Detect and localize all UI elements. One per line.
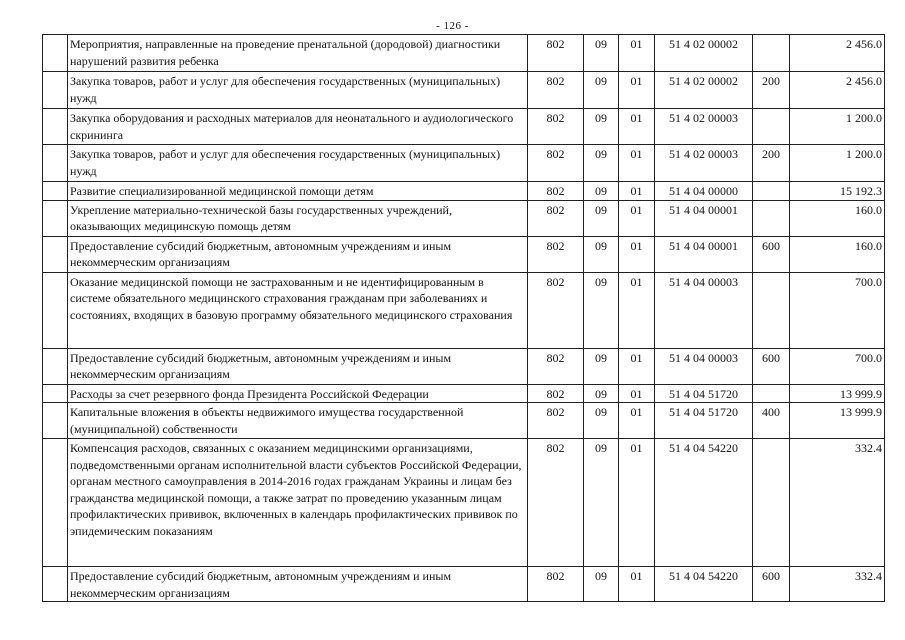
- table-row: [43, 403, 885, 439]
- row-name: Оказание медицинской помощи не застрахованным и не идентифицированным в системе обязательного медицинского страхования гражданам при заболеваниях и состояниях, входящих в базовую программу обязательного медицинского страхования: [68, 272, 528, 348]
- table-row: [43, 384, 885, 403]
- row-name: Укрепление материально-технической базы государственных учреждений, оказывающих медицинскую помощь детям: [68, 200, 528, 236]
- expense-type-code: [753, 439, 790, 567]
- empty-cell: [43, 182, 68, 201]
- page-number: - 126 -: [436, 20, 469, 32]
- ministry-code: 802: [528, 72, 584, 109]
- row-name: Закупка товаров, работ и услуг для обеспечения государственных (муниципальных) нужд: [68, 145, 528, 182]
- expense-type-code: 600: [753, 567, 790, 602]
- target-article-code: 51 4 04 54220: [655, 439, 753, 567]
- row-name: Мероприятия, направленные на проведение пренатальной (дородовой) диагностики нарушений развития ребенка: [68, 35, 528, 72]
- expense-type-code: [753, 182, 790, 201]
- section-code: 09: [584, 72, 619, 109]
- subsection-code: 01: [619, 348, 655, 384]
- row-name: Предоставление субсидий бюджетным, автономным учреждениям и иным некоммерческим организациям: [68, 567, 528, 602]
- section-code: 09: [584, 200, 619, 236]
- subsection-code: 01: [619, 200, 655, 236]
- amount: 700.0: [790, 272, 885, 348]
- table-row: [43, 348, 885, 384]
- expense-type-code: 200: [753, 145, 790, 182]
- row-name: Развитие специализированной медицинской помощи детям: [68, 182, 528, 201]
- expense-type-code: [753, 272, 790, 348]
- budget-table-body: [43, 35, 885, 602]
- expense-type-code: [753, 200, 790, 236]
- empty-cell: [43, 348, 68, 384]
- subsection-code: 01: [619, 35, 655, 72]
- target-article-code: 51 4 04 00001: [655, 236, 753, 272]
- empty-cell: [43, 236, 68, 272]
- target-article-code: 51 4 04 54220: [655, 567, 753, 602]
- amount: 2 456.0: [790, 72, 885, 109]
- amount: 13 999.9: [790, 403, 885, 439]
- section-code: 09: [584, 567, 619, 602]
- expense-type-code: 600: [753, 348, 790, 384]
- target-article-code: 51 4 04 51720: [655, 403, 753, 439]
- section-code: 09: [584, 145, 619, 182]
- expense-type-code: [753, 35, 790, 72]
- section-code: 09: [584, 439, 619, 567]
- expense-type-code: 400: [753, 403, 790, 439]
- target-article-code: 51 4 02 00002: [655, 35, 753, 72]
- ministry-code: 802: [528, 200, 584, 236]
- section-code: 09: [584, 384, 619, 403]
- row-name: Компенсация расходов, связанных с оказанием медицинскими организациями, подведомственными органам исполнительной власти субъектов Российской Федерации, органам местного самоуправления в 2014-2016 годах гражданам Украины и лицам без гражданства медицинской помощи, а также затрат по проведению указанным лицам профилактических прививок, включенных в календарь профилактических прививок по эпидемическим показаниям: [68, 439, 528, 567]
- empty-cell: [43, 109, 68, 145]
- target-article-code: 51 4 02 00002: [655, 72, 753, 109]
- subsection-code: 01: [619, 439, 655, 567]
- ministry-code: 802: [528, 272, 584, 348]
- empty-cell: [43, 35, 68, 72]
- section-code: 09: [584, 403, 619, 439]
- row-name: Предоставление субсидий бюджетным, автономным учреждениям и иным некоммерческим организациям: [68, 348, 528, 384]
- target-article-code: 51 4 04 00001: [655, 200, 753, 236]
- subsection-code: 01: [619, 72, 655, 109]
- subsection-code: 01: [619, 182, 655, 201]
- row-name: Расходы за счет резервного фонда Президента Российской Федерации: [68, 384, 528, 403]
- ministry-code: 802: [528, 109, 584, 145]
- subsection-code: 01: [619, 236, 655, 272]
- subsection-code: 01: [619, 403, 655, 439]
- amount: 332.4: [790, 567, 885, 602]
- table-row: [43, 272, 885, 348]
- target-article-code: 51 4 02 00003: [655, 145, 753, 182]
- target-article-code: 51 4 04 51720: [655, 384, 753, 403]
- table-row: [43, 182, 885, 201]
- amount: 2 456.0: [790, 35, 885, 72]
- ministry-code: 802: [528, 439, 584, 567]
- empty-cell: [43, 567, 68, 602]
- subsection-code: 01: [619, 109, 655, 145]
- empty-cell: [43, 200, 68, 236]
- subsection-code: 01: [619, 384, 655, 403]
- section-code: 09: [584, 109, 619, 145]
- expense-type-code: 600: [753, 236, 790, 272]
- amount: 1 200.0: [790, 109, 885, 145]
- section-code: 09: [584, 272, 619, 348]
- target-article-code: 51 4 04 00003: [655, 272, 753, 348]
- row-name: Закупка оборудования и расходных материалов для неонатального и аудиологического скрининга: [68, 109, 528, 145]
- ministry-code: 802: [528, 403, 584, 439]
- table-row: [43, 35, 885, 72]
- ministry-code: 802: [528, 182, 584, 201]
- target-article-code: 51 4 04 00003: [655, 348, 753, 384]
- section-code: 09: [584, 182, 619, 201]
- subsection-code: 01: [619, 145, 655, 182]
- target-article-code: 51 4 02 00003: [655, 109, 753, 145]
- expense-type-code: [753, 109, 790, 145]
- ministry-code: 802: [528, 384, 584, 403]
- amount: 160.0: [790, 236, 885, 272]
- amount: 1 200.0: [790, 145, 885, 182]
- expense-type-code: [753, 384, 790, 403]
- amount: 13 999.9: [790, 384, 885, 403]
- ministry-code: 802: [528, 348, 584, 384]
- ministry-code: 802: [528, 145, 584, 182]
- row-name: Капитальные вложения в объекты недвижимого имущества государственной (муниципальной) собственности: [68, 403, 528, 439]
- empty-cell: [43, 272, 68, 348]
- table-row: [43, 567, 885, 602]
- target-article-code: 51 4 04 00000: [655, 182, 753, 201]
- amount: 700.0: [790, 348, 885, 384]
- ministry-code: 802: [528, 35, 584, 72]
- amount: 160.0: [790, 200, 885, 236]
- empty-cell: [43, 384, 68, 403]
- table-row: [43, 109, 885, 145]
- amount: 15 192.3: [790, 182, 885, 201]
- row-name: Предоставление субсидий бюджетным, автономным учреждениям и иным некоммерческим организациям: [68, 236, 528, 272]
- expense-type-code: 200: [753, 72, 790, 109]
- empty-cell: [43, 72, 68, 109]
- section-code: 09: [584, 35, 619, 72]
- ministry-code: 802: [528, 567, 584, 602]
- table-row: [43, 72, 885, 109]
- ministry-code: 802: [528, 236, 584, 272]
- empty-cell: [43, 403, 68, 439]
- table-row: [43, 439, 885, 567]
- budget-table: [42, 34, 885, 602]
- table-row: [43, 200, 885, 236]
- row-name: Закупка товаров, работ и услуг для обеспечения государственных (муниципальных) нужд: [68, 72, 528, 109]
- empty-cell: [43, 145, 68, 182]
- table-row: [43, 145, 885, 182]
- empty-cell: [43, 439, 68, 567]
- subsection-code: 01: [619, 272, 655, 348]
- amount: 332.4: [790, 439, 885, 567]
- subsection-code: 01: [619, 567, 655, 602]
- section-code: 09: [584, 348, 619, 384]
- table-row: [43, 236, 885, 272]
- section-code: 09: [584, 236, 619, 272]
